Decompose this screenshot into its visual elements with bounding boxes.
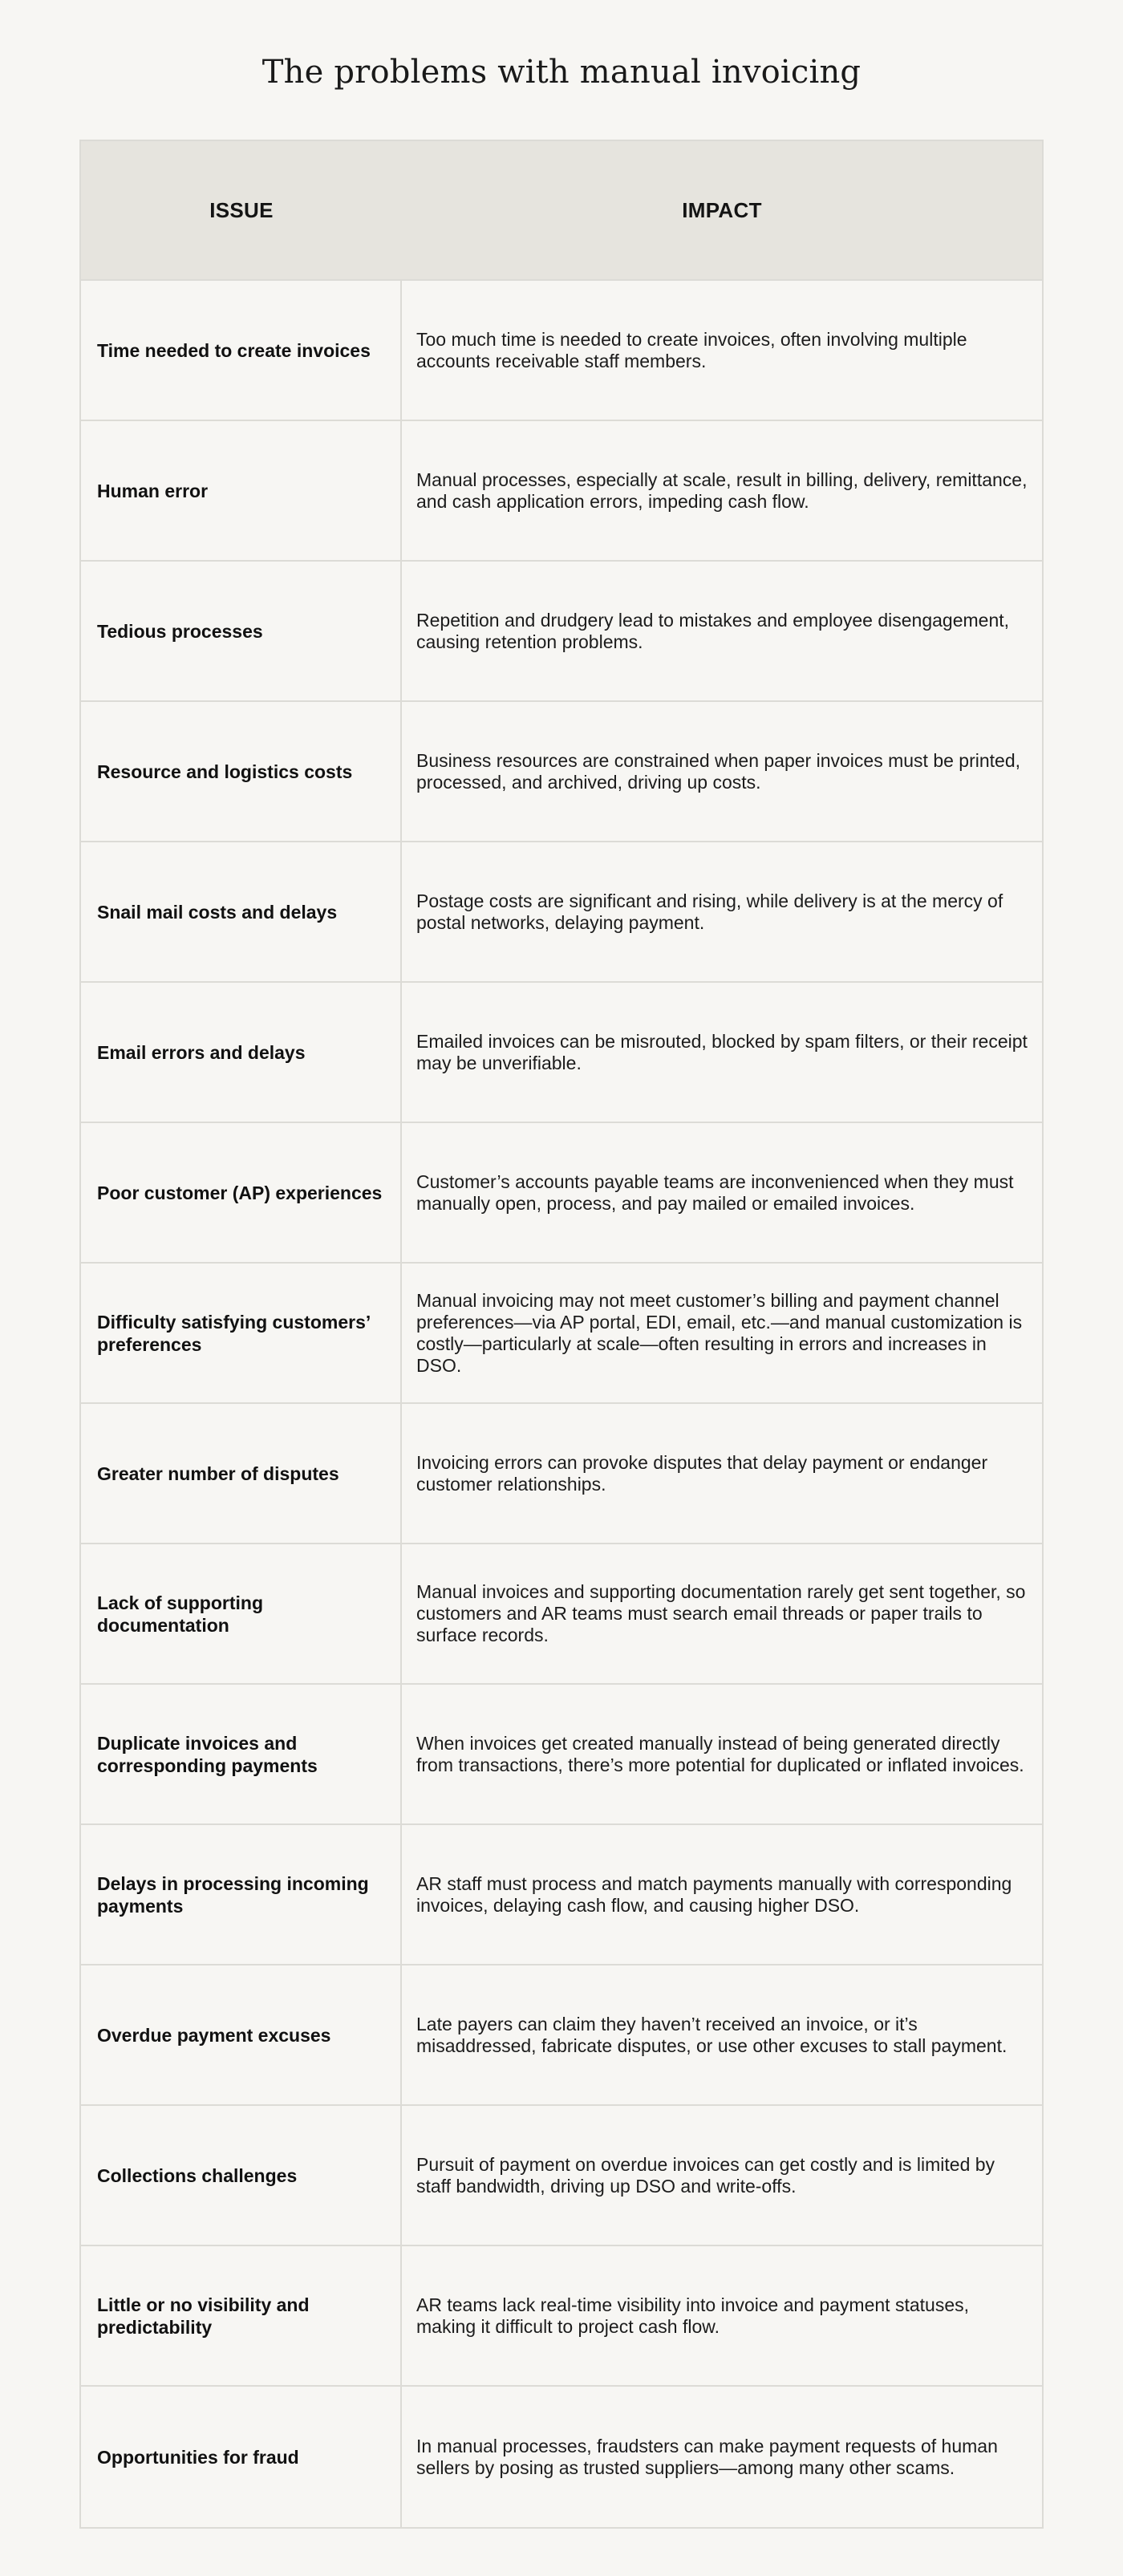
issue-cell: Little or no visibility and predictability (81, 2246, 402, 2385)
impact-cell: In manual processes, fraudsters can make payment requests of human sellers by posing as trusted suppliers—among many other scams. (416, 2435, 998, 2478)
issue-cell: Poor customer (AP) experiences (81, 1123, 402, 1262)
issue-cell: Email errors and delays (81, 983, 402, 1122)
table-row (81, 281, 1042, 421)
issue-cell: Overdue payment excuses (81, 1965, 402, 2104)
table-row (81, 2387, 1042, 2527)
impact-cell: Pursuit of payment on overdue invoices can get costly and is limited by staff bandwidth, driving up DSO and write-offs. (416, 2153, 995, 2197)
impact-cell: Late payers can claim they haven’t received an invoice, or it’s misaddressed, fabricate disputes, or use other excuses to stall payment. (416, 2013, 1007, 2056)
table-row (81, 1544, 1042, 1685)
impact-cell: Too much time is needed to create invoices, often involving multiple accounts receivable staff members. (416, 328, 967, 371)
issue-cell: Snail mail costs and delays (81, 842, 402, 981)
issue-cell: Difficulty satisfying customers’ preferences (81, 1264, 402, 1402)
issue-cell: Resource and logistics costs (81, 702, 402, 841)
impact-cell: AR teams lack real-time visibility into invoice and payment statuses, making it difficult to project cash flow. (416, 2294, 970, 2337)
table-row (81, 702, 1042, 842)
impact-cell: AR staff must process and match payments manually with corresponding invoices, delaying cash flow, and causing higher DSO. (416, 1872, 1012, 1916)
table-row (81, 1123, 1042, 1264)
table-row (81, 842, 1042, 983)
issue-cell: Human error (81, 421, 402, 560)
table-body (81, 281, 1042, 2527)
impact-cell: Emailed invoices can be misrouted, blocked by spam filters, or their receipt may be unverifiable. (416, 1030, 1028, 1073)
impact-cell: Invoicing errors can provoke disputes that delay payment or endanger customer relationships. (416, 1451, 988, 1495)
issue-cell: Collections challenges (81, 2106, 402, 2245)
page-title: The problems with manual invoicing (261, 54, 862, 91)
impact-cell: When invoices get created manually instead of being generated directly from transactions, there’s more potential for duplicated or inflated invoices. (416, 1732, 1024, 1775)
issue-cell: Duplicate invoices and corresponding payments (81, 1685, 402, 1823)
table-row (81, 1404, 1042, 1544)
impact-cell: Postage costs are significant and rising, while delivery is at the mercy of postal networks, delaying payment. (416, 890, 1003, 933)
issues-table (79, 140, 1044, 2529)
impact-cell: Repetition and drudgery lead to mistakes and employee disengagement, causing retention problems. (416, 609, 1010, 652)
issue-cell: Opportunities for fraud (81, 2387, 402, 2527)
issue-cell: Lack of supporting documentation (81, 1544, 402, 1683)
impact-cell: Manual invoicing may not meet customer’s billing and payment channel preferences—via AP portal, EDI, email, etc.—and manual customization is costly—particularly at scale—often resulting in errors and increases in DSO. (416, 1289, 1023, 1376)
table-row (81, 2246, 1042, 2387)
issue-cell: Delays in processing incoming payments (81, 1825, 402, 1964)
table-row (81, 1685, 1042, 1825)
issue-cell: Tedious processes (81, 562, 402, 700)
table-row (81, 421, 1042, 562)
table-header-row (81, 141, 1042, 281)
table-row (81, 2106, 1042, 2246)
table-row (81, 1825, 1042, 1965)
impact-cell: Manual invoices and supporting documentation rarely get sent together, so customers and AR teams must search email threads or paper trails to surface records. (416, 1581, 1026, 1645)
issue-column-header: ISSUE (209, 197, 274, 222)
table-row (81, 562, 1042, 702)
impact-column-header: IMPACT (682, 197, 762, 222)
table-row (81, 983, 1042, 1123)
impact-cell: Business resources are constrained when paper invoices must be printed, processed, and archived, driving up costs. (416, 749, 1021, 793)
issue-cell: Time needed to create invoices (81, 281, 402, 420)
impact-cell: Customer’s accounts payable teams are inconvenienced when they must manually open, process, and pay mailed or emailed invoices. (416, 1170, 1014, 1214)
issue-cell: Greater number of disputes (81, 1404, 402, 1543)
impact-cell: Manual processes, especially at scale, result in billing, delivery, remittance, and cash application errors, impeding cash flow. (416, 469, 1028, 512)
table-row (81, 1965, 1042, 2106)
table-row (81, 1264, 1042, 1404)
